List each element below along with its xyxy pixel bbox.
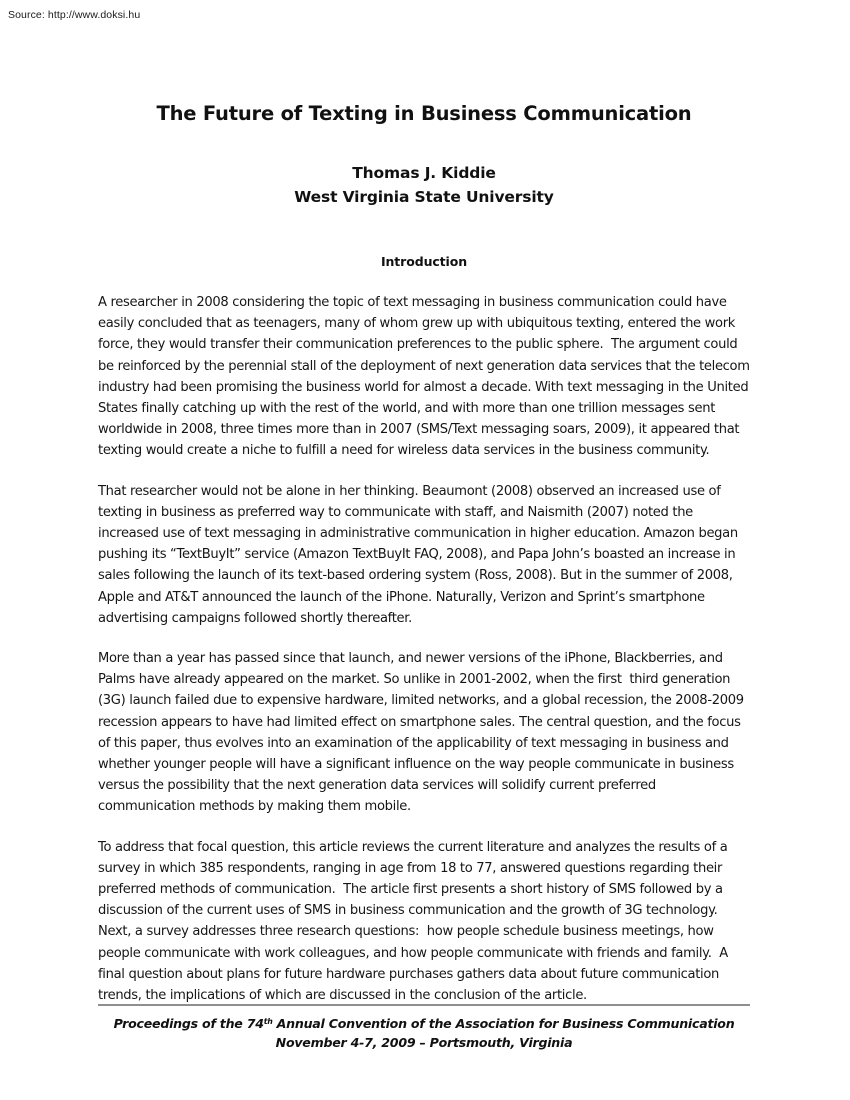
page-footer (98, 1004, 750, 1052)
source-watermark: Source: http://www.doksi.hu (8, 9, 141, 21)
author-affiliation: West Virginia State University (294, 187, 554, 206)
document-content-column (98, 0, 754, 1006)
author-name: Thomas J. Kiddie (352, 164, 496, 182)
author-block (98, 162, 750, 209)
page-title: The Future of Texting in Business Communication (156, 102, 692, 125)
footer-line-1-prefix: Proceedings of the 74 (113, 1016, 264, 1031)
footer-ordinal-suffix: th (263, 1016, 273, 1026)
footer-line-1 (114, 1016, 735, 1031)
footer-line-2: November 4-7, 2009 – Portsmouth, Virginia (275, 1035, 573, 1050)
body-paragraph: A researcher in 2008 considering the topic of text messaging in business communication could have easily concluded that as teenagers, many of whom grew up with ubiquitous texting, entered the work force, they would transfer their communication preferences to the public sphere. The argument could be reinforced by the perennial stall of the deployment of next generation data services that the telecom industry had been promising the business world for almost a decade. With text messaging in the United States finally catching up with the rest of the world, and with more than one trillion messages sent worldwide in 2008, three times more than in 2007 (SMS/Text messaging soars, 2009), it appeared that texting would create a niche to fulfill a need for wireless data services in the business community. (98, 295, 754, 459)
footer-citation (98, 1014, 750, 1052)
body-paragraph: That researcher would not be alone in her thinking. Beaumont (2008) observed an increased use of texting in business as preferred way to communicate with staff, and Naismith (2007) noted the increased use of text messaging in administrative communication in higher education. Amazon began pushing its “TextBuyIt” service (Amazon TextBuyIt FAQ, 2008), and Papa John’s boasted an increase in sales following the launch of its text-based ordering system (Ross, 2008). But in the summer of 2008, Apple and AT&T announced the launch of the iPhone. Naturally, Verizon and Sprint’s smartphone advertising campaigns followed shortly thereafter. (98, 483, 742, 626)
footer-divider (98, 1004, 750, 1006)
body-paragraph: More than a year has passed since that launch, and newer versions of the iPhone, Blackberries, and Palms have already appeared on the market. So unlike in 2001-2002, when the first third generation (3G) launch failed due to expensive hardware, limited networks, and a global recession, the 2008-2009 recession appears to have had limited effect on smartphone sales. The central question, and the focus of this paper, thus evolves into an examination of the applicability of text messaging in business and whether younger people will have a significant influence on the way people communicate in business versus the possibility that the next generation data services will solidify current preferred communication methods by making them mobile. (98, 651, 748, 815)
body-paragraph: To address that focal question, this article reviews the current literature and analyzes the results of a survey in which 385 respondents, ranging in age from 18 to 77, answered questions regarding their preferred methods of communication. The article first presents a short history of SMS followed by a discussion of the current uses of SMS in business communication and the growth of 3G technology. Next, a survey addresses three research questions: how people schedule business meetings, how people communicate with work colleagues, and how people communicate with friends and family. A final question about plans for future hardware purchases gathers data about future communication trends, the implications of which are discussed in the conclusion of the article. (98, 839, 732, 1004)
footer-line-1-suffix: Annual Convention of the Association for Business Communication (272, 1016, 735, 1031)
section-heading-introduction: Introduction (380, 254, 468, 269)
